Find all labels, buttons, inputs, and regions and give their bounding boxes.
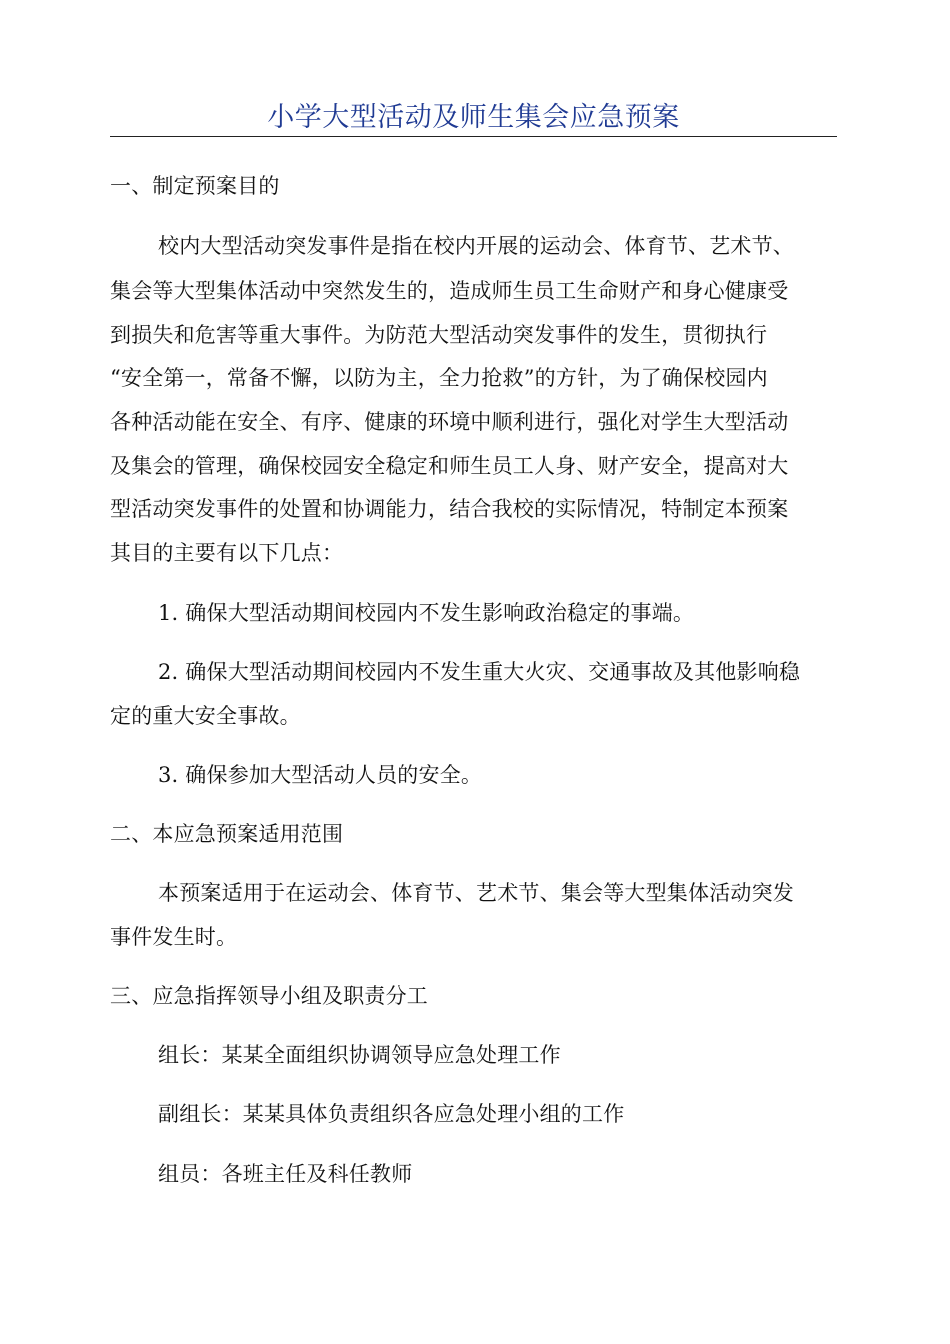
paragraph-line: 集会等大型集体活动中突然发生的，造成师生员工生命财产和身心健康受 (110, 279, 789, 303)
document-title: 小学大型活动及师生集会应急预案 (110, 100, 837, 137)
leader-line: 组长：某某全面组织协调领导应急处理工作 (158, 1043, 561, 1067)
paragraph-line: 校内大型活动突发事件是指在校内开展的运动会、体育节、艺术节、 (158, 234, 794, 258)
list-item-1: 1. 确保大型活动期间校园内不发生影响政治稳定的事端。 (158, 601, 695, 625)
paragraph-line: “安全第一，常备不懈，以防为主，全力抢救”的方针，为了确保校园内 (110, 366, 768, 390)
paragraph-line: 型活动突发事件的处置和协调能力，结合我校的实际情况，特制定本预案 (110, 497, 789, 521)
paragraph-line: 到损失和危害等重大事件。为防范大型活动突发事件的发生，贯彻执行 (110, 323, 768, 347)
list-item-3: 3. 确保参加大型活动人员的安全。 (158, 763, 483, 787)
list-item-2: 2. 确保大型活动期间校园内不发生重大火灾、交通事故及其他影响稳 (158, 660, 801, 684)
paragraph-line: 本预案适用于在运动会、体育节、艺术节、集会等大型集体活动突发 (158, 881, 794, 905)
paragraph-line: 各种活动能在安全、有序、健康的环境中顺利进行，强化对学生大型活动 (110, 410, 789, 434)
members-line: 组员：各班主任及科任教师 (158, 1162, 413, 1186)
section-heading-scope: 二、本应急预案适用范围 (110, 822, 344, 846)
paragraph-line: 事件发生时。 (110, 925, 238, 949)
section-heading-leadership: 三、应急指挥领导小组及职责分工 (110, 984, 428, 1008)
paragraph-line: 其目的主要有以下几点： (110, 541, 344, 565)
deputy-leader-line: 副组长：某某具体负责组织各应急处理小组的工作 (158, 1102, 625, 1126)
section-heading-purpose: 一、制定预案目的 (110, 174, 280, 198)
list-item-2-continued: 定的重大安全事故。 (110, 704, 301, 728)
paragraph-line: 及集会的管理，确保校园安全稳定和师生员工人身、财产安全，提高对大 (110, 454, 789, 478)
